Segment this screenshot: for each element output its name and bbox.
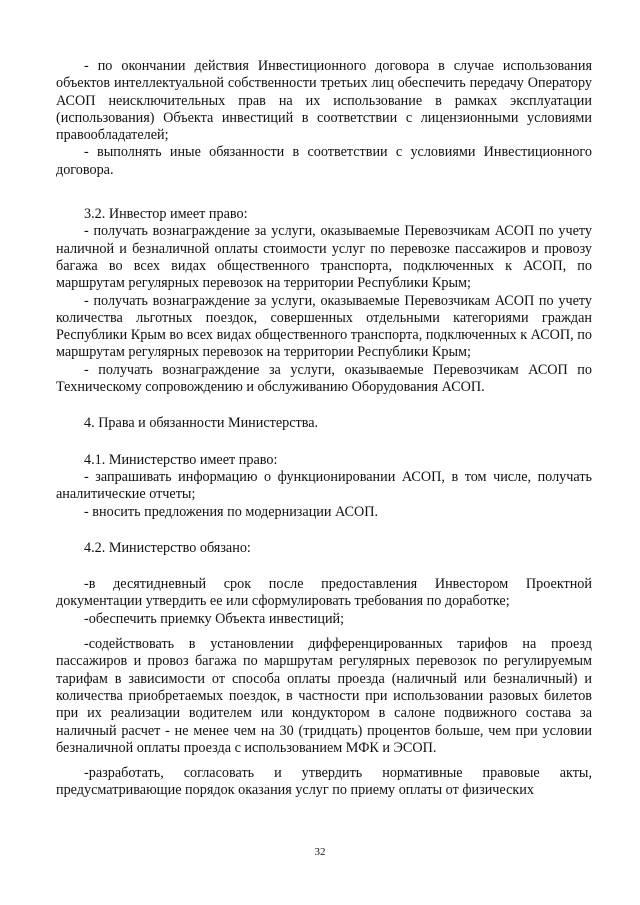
paragraph-ip-rights-transfer: - по окончании действия Инвестиционного договора в случае использования объектов интеллектуальной собственности третьих лиц обеспечить передачу Оператору АСОП неисключительных прав на их использование в рамках эксплуатации (использования) Объекта инвестиций в соответствии с лицензионными условиями правообладателей; <box>56 58 592 144</box>
spacer <box>56 433 592 452</box>
section-heading-4: 4. Права и обязанности Министерства. <box>84 415 319 432</box>
section-heading-4-2: 4.2. Министерство обязано: <box>84 539 251 556</box>
paragraph-modernization-proposals: - вносить предложения по модернизации АСОП. <box>84 503 379 520</box>
page-number: 32 <box>314 846 326 858</box>
paragraph-approve-documentation: -в десятидневный срок после предоставления Инвестором Проектной документации утвердить ее или сформулировать требования по доработке; <box>56 576 592 610</box>
paragraph-acceptance: -обеспечить приемку Объекта инвестиций; <box>84 610 345 627</box>
spacer <box>56 628 592 636</box>
page-body <box>56 58 592 800</box>
paragraph-tariffs: -содействовать в установлении дифференцированных тарифов на проезд пассажиров и провоз багажа по маршрутам регулярных перевозок по регулируемым тарифам в зависимости от способа оплаты проезда (наличный или безналичный) и количества приобретаемых поездок, в частности при использовании разовых билетов при их реализации водителем или кондуктором в салоне подвижного состава за наличный расчет - не менее чем на 30 (тридцать) процентов больше, чем при условии безналичной оплаты проезда с использованием МФК и ЭСОП. <box>56 636 592 756</box>
paragraph-regulations: -разработать, согласовать и утвердить нормативные правовые акты, предусматривающие порядок оказания услуг по приему оплаты от физических <box>56 765 592 799</box>
spacer <box>56 757 592 765</box>
section-heading-4-1: 4.1. Министерство имеет право: <box>84 451 278 468</box>
spacer <box>56 521 592 540</box>
spacer <box>56 396 592 415</box>
paragraph-request-info: - запрашивать информацию о функционировании АСОП, в том числе, получать аналитические отчеты; <box>56 468 592 503</box>
spacer <box>56 557 592 576</box>
paragraph-reward-maintenance: - получать вознаграждение за услуги, оказываемые Перевозчикам АСОП по Техническому сопровождению и обслуживанию Оборудования АСОП. <box>56 361 592 396</box>
paragraph-reward-payments: - получать вознаграждение за услуги, оказываемые Перевозчикам АСОП по учету наличной и безналичной оплаты стоимости услуг по перевозке пассажиров и провозу багажа во всех видах общественного транспорта, подключенных к АСОП, по маршрутам регулярных перевозок на территории Республики Крым; <box>56 223 592 292</box>
section-heading-3-2: 3.2. Инвестор имеет право: <box>84 206 248 223</box>
paragraph-reward-preferential-trips: - получать вознаграждение за услуги, оказываемые Перевозчикам АСОП по учету количества льготных поездок, совершенных отдельными категориями граждан Республики Крым во всех видах общественного транспорта, подключенных к АСОП, по маршрутам регулярных перевозок на территории Республики Крым; <box>56 292 592 361</box>
spacer <box>56 179 592 206</box>
paragraph-other-obligations: - выполнять иные обязанности в соответствии с условиями Инвестиционного договора. <box>56 144 592 178</box>
